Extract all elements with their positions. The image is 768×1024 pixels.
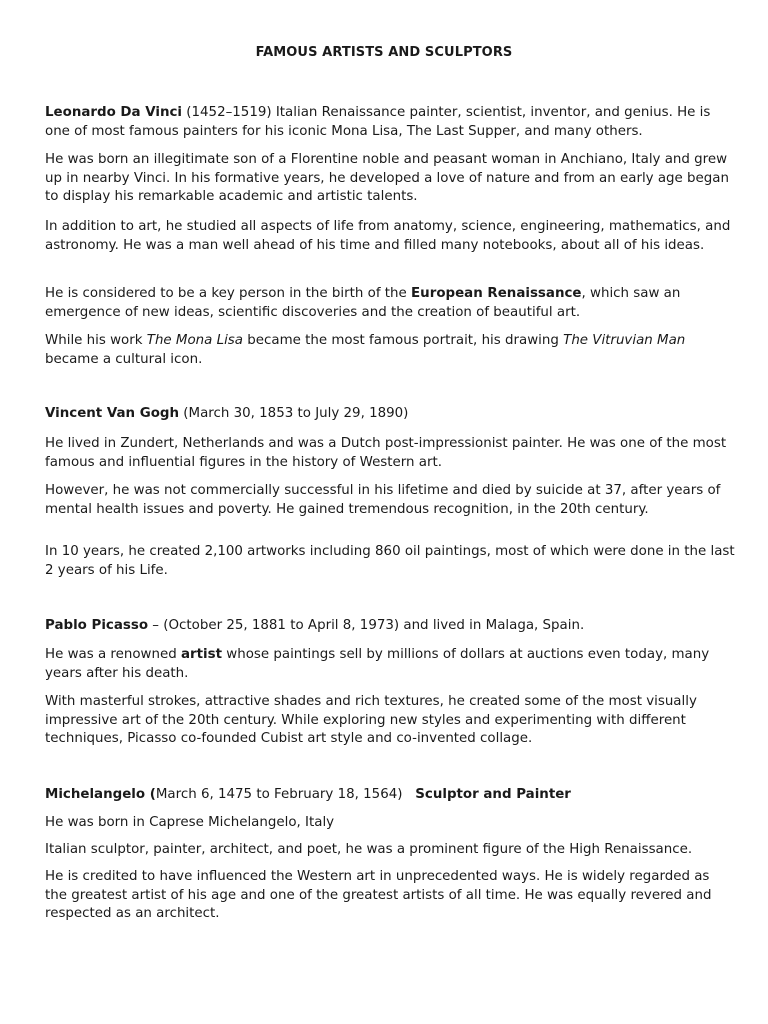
davinci-paragraph: [45, 332, 735, 369]
vangogh-paragraph: In 10 years, he created 2,100 artworks including 860 oil paintings, most of which were done in the last 2 years of his Life.: [45, 544, 735, 578]
davinci-paragraph: In addition to art, he studied all aspects of life from anatomy, science, engineering, mathematics, and astronomy. He was a man well ahead of his time and filled many notebooks, about all of his ideas.: [45, 219, 731, 253]
european-renaissance-emphasis: European Renaissance: [411, 286, 582, 301]
artist-emphasis: artist: [180, 647, 222, 662]
paragraph-text: He is considered to be a key person in the birth of the: [45, 286, 412, 301]
michelangelo-paragraph: Italian sculptor, painter, architect, and poet, he was a prominent figure of the High Renaissance.: [45, 842, 693, 857]
michelangelo-paragraph: He is credited to have influenced the Western art in unprecedented ways. He is widely regarded as the greatest artist of his age and one of the greatest artists of all time. He was equally revered and respected as an architect.: [45, 869, 712, 921]
michelangelo-dates: March 6, 1475 to February 18, 1564): [155, 787, 416, 802]
vangogh-paragraph: He lived in Zundert, Netherlands and was a Dutch post-impressionist painter. He was one of the most famous and influential figures in the history of Western art.: [45, 436, 727, 470]
vitruvian-man-title: The Vitruvian Man: [563, 333, 686, 348]
paragraph-text: He was a renowned: [45, 647, 181, 662]
paragraph-text: While his work: [45, 333, 147, 348]
mona-lisa-title: The Mona Lisa: [146, 333, 243, 348]
davinci-paragraph: He was born an illegitimate son of a Florentine noble and peasant woman in Anchiano, Italy and grew up in nearby Vinci. In his formative years, he developed a love of nature and from an early age began to display his remarkable academic and artistic talents.: [45, 152, 729, 204]
paragraph-text: became a cultural icon.: [45, 351, 203, 367]
michelangelo-name: Michelangelo (: [45, 787, 156, 802]
davinci-intro: [45, 104, 735, 141]
michelangelo-role: Sculptor and Painter: [415, 787, 571, 802]
michelangelo-heading: [45, 786, 735, 805]
vangogh-paragraph: However, he was not commercially successful in his lifetime and died by suicide at 37, after years of mental health issues and poverty. He gained tremendous recognition, in the 20th century.: [45, 483, 721, 517]
davinci-intro-text: (1452–1519) Italian Renaissance painter, scientist, inventor, and genius. He is one of most famous painters for his iconic Mona Lisa, The Last Supper, and many others.: [45, 105, 711, 139]
picasso-heading: [45, 617, 735, 636]
michelangelo-paragraph: He was born in Caprese Michelangelo, Italy: [45, 815, 335, 830]
davinci-name: Leonardo Da Vinci: [45, 105, 183, 120]
vangogh-name: Vincent Van Gogh: [45, 406, 180, 421]
picasso-dates: – (October 25, 1881 to April 8, 1973) and lived in Malaga, Spain.: [148, 618, 585, 633]
davinci-paragraph: [45, 285, 735, 322]
picasso-name: Pablo Picasso: [45, 618, 149, 633]
vangogh-dates: (March 30, 1853 to July 29, 1890): [179, 406, 409, 421]
picasso-paragraph: [45, 646, 735, 683]
document-title: FAMOUS ARTISTS AND SCULPTORS: [255, 45, 513, 60]
picasso-paragraph: With masterful strokes, attractive shades and rich textures, he created some of the most visually impressive art of the 20th century. While exploring new styles and experimenting with different techniques, Picasso co-founded Cubist art style and co-invented collage.: [45, 694, 697, 746]
vangogh-heading: [45, 405, 735, 424]
paragraph-text: became the most famous portrait, his drawing: [243, 333, 564, 348]
paragraph-text: whose paintings sell by millions of dollars at auctions even today, many years after his death.: [45, 647, 710, 681]
paragraph-text: , which saw an emergence of new ideas, scientific discoveries and the creation of beautiful art.: [45, 286, 681, 320]
